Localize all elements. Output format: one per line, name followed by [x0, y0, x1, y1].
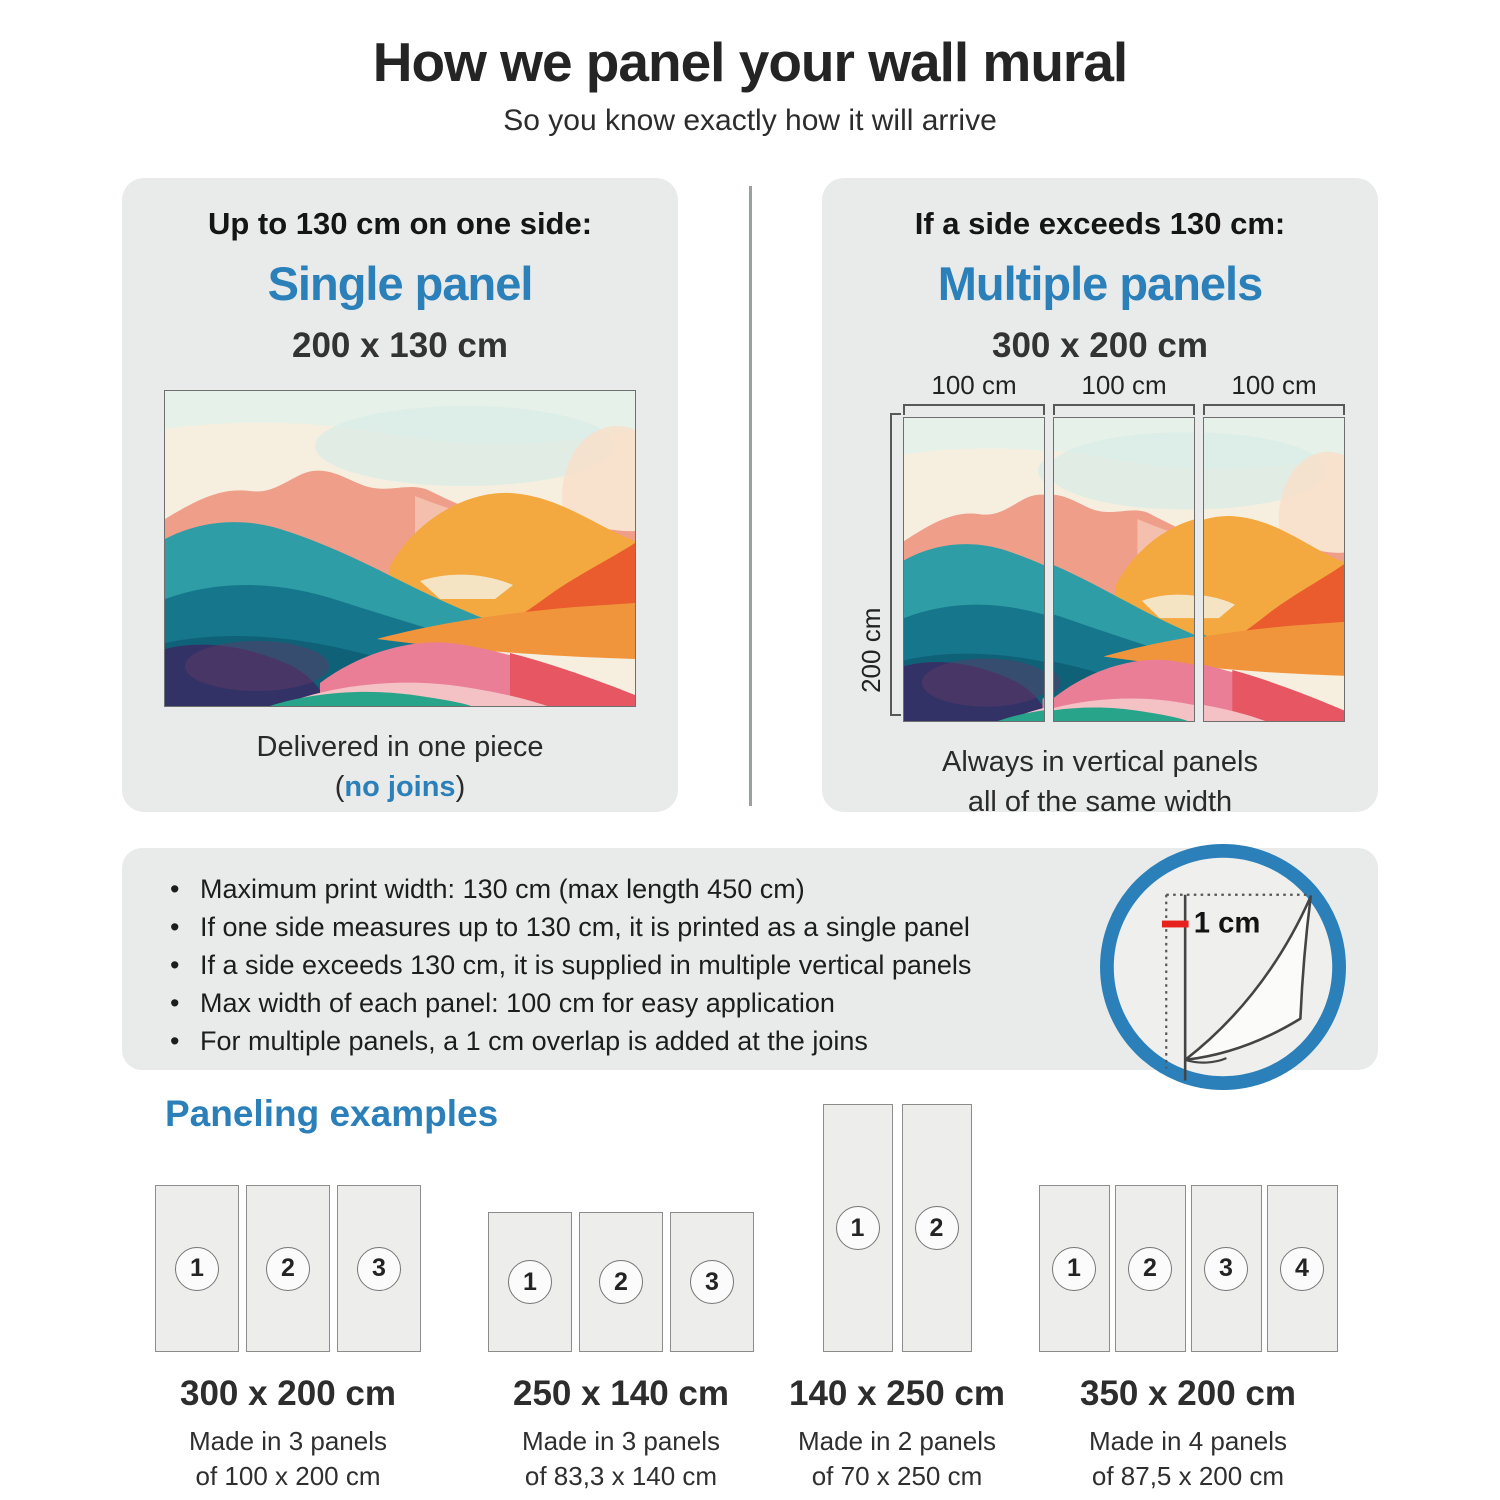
- example-panel: [337, 1185, 421, 1352]
- width-measure-label: 100 cm: [931, 370, 1017, 400]
- example-panel: [1039, 1185, 1110, 1352]
- example-made: Made in 3 panels: [188, 1426, 388, 1456]
- width-measure-bracket: [1053, 404, 1195, 415]
- panel-number-badge: 2: [1128, 1247, 1172, 1291]
- example-made: Made in 2 panels: [797, 1426, 997, 1456]
- caption-line2: all of the same width: [967, 786, 1233, 818]
- mural-panel-3: [1203, 417, 1345, 722]
- example-of: of 100 x 200 cm: [195, 1461, 381, 1491]
- example-panel: [155, 1185, 239, 1352]
- multiple-panels-size: 300 x 200 cm: [991, 326, 1208, 365]
- width-measure-bracket: [1203, 404, 1345, 415]
- panel-number-badge: 2: [915, 1206, 959, 1250]
- panel-number-badge: 1: [836, 1206, 880, 1250]
- example-panel: [488, 1212, 572, 1352]
- multiple-panels-card: [822, 178, 1378, 818]
- single-panel-caption: [122, 727, 678, 807]
- example-size: 350 x 200 cm: [1079, 1374, 1296, 1413]
- panel-number-badge: 4: [1280, 1247, 1324, 1291]
- multiple-panels-title: Multiple panels: [937, 257, 1263, 310]
- page-title: How we panel your wall mural: [372, 31, 1128, 93]
- page-subtitle: So you know exactly how it will arrive: [503, 104, 997, 137]
- panel-number-badge: 3: [357, 1247, 401, 1291]
- panel-number-badge: 1: [508, 1260, 552, 1304]
- example-300x200: [140, 1100, 436, 1494]
- example-panel: [902, 1104, 972, 1352]
- example-diagram: [155, 1100, 421, 1352]
- multiple-panels-caption: [822, 742, 1378, 822]
- example-panel: [670, 1212, 754, 1352]
- panel-number-badge: 3: [1204, 1247, 1248, 1291]
- card-divider: [749, 186, 752, 806]
- example-size: 250 x 140 cm: [512, 1374, 729, 1413]
- measured-panels: [822, 370, 1378, 722]
- width-measure-label: 100 cm: [1231, 370, 1317, 400]
- example-140x250: [788, 1100, 1006, 1494]
- single-panel-card: [122, 178, 678, 812]
- panel-number-badge: 3: [690, 1260, 734, 1304]
- overlap-label: 1 cm: [1193, 907, 1261, 940]
- paren-close: ): [455, 771, 466, 803]
- info-bullet: • If a side exceeds 130 cm, it is supplied in multiple vertical panels: [166, 948, 1378, 983]
- example-of: of 87,5 x 200 cm: [1091, 1461, 1285, 1491]
- height-measure: [855, 413, 903, 716]
- example-250x140: [468, 1100, 774, 1494]
- mural-artwork: [1203, 418, 1344, 721]
- example-panel: [1115, 1185, 1186, 1352]
- example-panel: [1267, 1185, 1338, 1352]
- mural-preview-single: [164, 390, 636, 707]
- example-of: of 70 x 250 cm: [811, 1461, 983, 1491]
- height-measure-bracket: [890, 413, 901, 716]
- width-measure-2: [1053, 370, 1195, 415]
- multiple-panels-condition: If a side exceeds 130 cm:: [914, 206, 1286, 241]
- caption-line1: Delivered in one piece: [256, 731, 544, 763]
- example-350x200: [1032, 1100, 1344, 1494]
- example-panel: [1191, 1185, 1262, 1352]
- single-panel-title: Single panel: [267, 257, 533, 310]
- single-panel-condition: Up to 130 cm on one side:: [207, 206, 593, 241]
- examples-heading: Paneling examples: [165, 1093, 499, 1134]
- example-made: Made in 4 panels: [1088, 1426, 1288, 1456]
- example-size: 140 x 250 cm: [788, 1374, 1005, 1413]
- width-measures-and-panels: [903, 370, 1345, 722]
- overlap-marker: [1162, 921, 1189, 928]
- example-diagram: [1039, 1100, 1338, 1352]
- height-measure-label: 200 cm: [856, 607, 886, 693]
- example-made: Made in 3 panels: [521, 1426, 721, 1456]
- example-diagram: [488, 1100, 754, 1352]
- example-diagram: [823, 1100, 972, 1352]
- mural-panel-1: [903, 417, 1045, 722]
- single-panel-size: 200 x 130 cm: [291, 326, 508, 365]
- info-bullet: • If one side measures up to 130 cm, it is printed as a single panel: [166, 910, 1378, 945]
- no-joins-highlight: no joins: [344, 771, 456, 803]
- panel-number-badge: 2: [599, 1260, 643, 1304]
- panel-number-badge: 1: [175, 1247, 219, 1291]
- panel-number-badge: 2: [266, 1247, 310, 1291]
- example-panel: [579, 1212, 663, 1352]
- mural-artwork: [1053, 418, 1195, 721]
- example-of: of 83,3 x 140 cm: [524, 1461, 718, 1491]
- info-section: [122, 848, 1378, 1070]
- mural-preview-split: [903, 417, 1345, 722]
- mural-artwork: [904, 418, 1045, 721]
- example-panel: [246, 1185, 330, 1352]
- example-panel: [823, 1104, 893, 1352]
- info-bullet: • For multiple panels, a 1 cm overlap is added at the joins: [166, 1024, 1378, 1059]
- mural-panel-2: [1053, 417, 1195, 722]
- info-bullet: • Max width of each panel: 100 cm for easy application: [166, 986, 1378, 1021]
- width-measure-label: 100 cm: [1081, 370, 1167, 400]
- width-measures: [903, 370, 1345, 415]
- width-measure-1: [903, 370, 1045, 415]
- info-bullet: • Maximum print width: 130 cm (max length 450 cm): [166, 872, 1378, 907]
- overlap-icon: [1094, 838, 1352, 1096]
- mural-artwork: [165, 391, 635, 706]
- comparison-cards: [122, 178, 1378, 818]
- example-size: 300 x 200 cm: [179, 1374, 396, 1413]
- paren-open: (: [334, 771, 345, 803]
- width-measure-3: [1203, 370, 1345, 415]
- caption-line1: Always in vertical panels: [942, 746, 1258, 778]
- width-measure-bracket: [903, 404, 1045, 415]
- panel-number-badge: 1: [1052, 1247, 1096, 1291]
